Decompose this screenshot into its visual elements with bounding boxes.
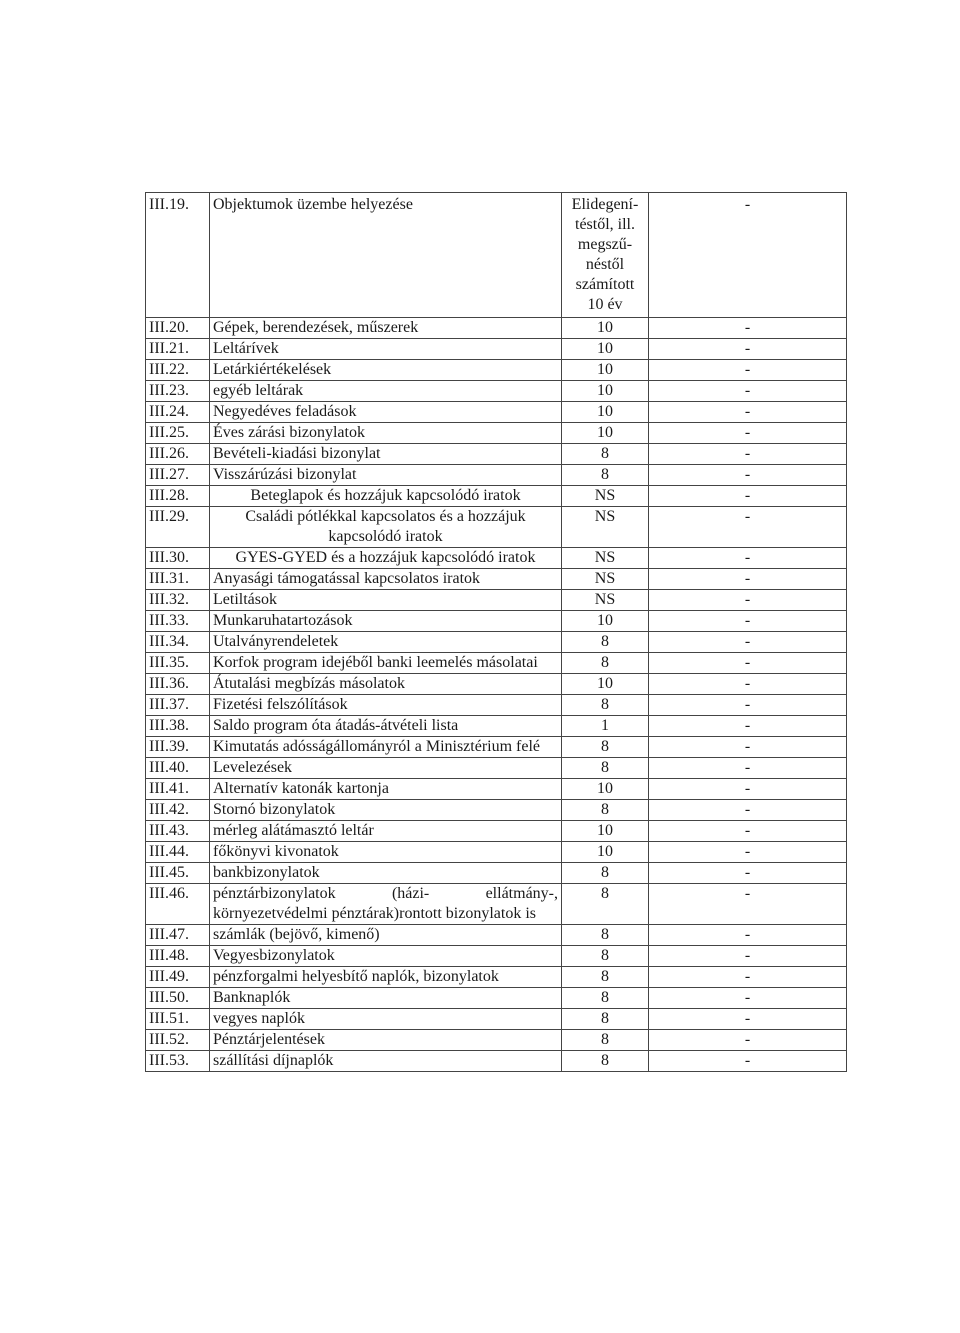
row-note: - — [649, 465, 847, 486]
row-document-type: Családi pótlékkal kapcsolatos és a hozzájuk kapcsolódó iratok — [210, 507, 562, 548]
table-row — [146, 444, 847, 465]
row-retention-period: 8 — [562, 653, 649, 674]
row-retention-period: 10 — [562, 423, 649, 444]
retention-schedule-table — [145, 192, 847, 1072]
row-document-type: Visszárúzási bizonylat — [210, 465, 562, 486]
table-row — [146, 381, 847, 402]
row-note: - — [649, 988, 847, 1009]
table-row — [146, 1030, 847, 1051]
row-code: III.31. — [146, 569, 210, 590]
row-retention-period: 10 — [562, 339, 649, 360]
row-document-type: Beteglapok és hozzájuk kapcsolódó iratok — [210, 486, 562, 507]
row-code: III.38. — [146, 716, 210, 737]
row-note: - — [649, 884, 847, 925]
row-retention-period: 8 — [562, 1051, 649, 1072]
table-row — [146, 423, 847, 444]
table-row — [146, 800, 847, 821]
row-note: - — [649, 946, 847, 967]
row-document-type: Levelezések — [210, 758, 562, 779]
row-code: III.32. — [146, 590, 210, 611]
row-retention-period: 8 — [562, 884, 649, 925]
row-code: III.47. — [146, 925, 210, 946]
table-row — [146, 193, 847, 318]
row-note: - — [649, 967, 847, 988]
row-note: - — [649, 758, 847, 779]
row-note: - — [649, 569, 847, 590]
row-document-type: Stornó bizonylatok — [210, 800, 562, 821]
row-document-type: bankbizonylatok — [210, 863, 562, 884]
row-document-type: Leltárívek — [210, 339, 562, 360]
row-note: - — [649, 444, 847, 465]
table-body — [146, 193, 847, 1072]
row-note: - — [649, 653, 847, 674]
row-code: III.27. — [146, 465, 210, 486]
row-retention-period: 8 — [562, 946, 649, 967]
table-row — [146, 842, 847, 863]
row-document-type: Fizetési felszólítások — [210, 695, 562, 716]
row-code: III.52. — [146, 1030, 210, 1051]
table-row — [146, 737, 847, 758]
row-document-type: Objektumok üzembe helyezése — [210, 193, 562, 318]
row-document-type: Átutalási megbízás másolatok — [210, 674, 562, 695]
row-retention-period: 8 — [562, 465, 649, 486]
row-note: - — [649, 381, 847, 402]
row-document-type: Munkaruhatartozások — [210, 611, 562, 632]
row-retention-period: 10 — [562, 779, 649, 800]
table-row — [146, 465, 847, 486]
row-code: III.39. — [146, 737, 210, 758]
table-row — [146, 486, 847, 507]
row-note: - — [649, 1051, 847, 1072]
row-retention-period: 8 — [562, 988, 649, 1009]
row-note: - — [649, 548, 847, 569]
row-note: - — [649, 590, 847, 611]
table-row — [146, 318, 847, 339]
row-document-type: pénztárbizonylatok (házi- ellátmány-, környezetvédelmi pénztárak)rontott bizonylatok is — [210, 884, 562, 925]
row-note: - — [649, 1009, 847, 1030]
row-note: - — [649, 737, 847, 758]
row-code: III.41. — [146, 779, 210, 800]
row-document-type: Negyedéves feladások — [210, 402, 562, 423]
row-document-type: Anyasági támogatással kapcsolatos iratok — [210, 569, 562, 590]
row-retention-period: 8 — [562, 1030, 649, 1051]
table-row — [146, 339, 847, 360]
row-retention-period: 8 — [562, 758, 649, 779]
row-retention-period: 10 — [562, 611, 649, 632]
row-note: - — [649, 611, 847, 632]
table-row — [146, 967, 847, 988]
row-code: III.23. — [146, 381, 210, 402]
table-row — [146, 674, 847, 695]
table-row — [146, 590, 847, 611]
row-retention-period: 10 — [562, 381, 649, 402]
row-document-type: Vegyesbizonylatok — [210, 946, 562, 967]
row-retention-period: 8 — [562, 444, 649, 465]
table-row — [146, 507, 847, 548]
row-retention-period: 8 — [562, 967, 649, 988]
row-note: - — [649, 486, 847, 507]
row-document-type: Pénztárjelentések — [210, 1030, 562, 1051]
row-code: III.46. — [146, 884, 210, 925]
row-document-type: főkönyvi kivonatok — [210, 842, 562, 863]
row-retention-period: 10 — [562, 842, 649, 863]
row-code: III.20. — [146, 318, 210, 339]
table-row — [146, 653, 847, 674]
row-code: III.53. — [146, 1051, 210, 1072]
row-retention-period: 8 — [562, 925, 649, 946]
row-note: - — [649, 423, 847, 444]
row-note: - — [649, 507, 847, 548]
table-row — [146, 360, 847, 381]
row-code: III.26. — [146, 444, 210, 465]
table-row — [146, 402, 847, 423]
row-retention-period: Elidegení- téstől, ill. megszű- néstől számított 10 év — [562, 193, 649, 318]
row-document-type: egyéb leltárak — [210, 381, 562, 402]
row-note: - — [649, 925, 847, 946]
row-note: - — [649, 360, 847, 381]
row-retention-period: NS — [562, 507, 649, 548]
row-code: III.28. — [146, 486, 210, 507]
row-document-type: pénzforgalmi helyesbítő naplók, bizonylatok — [210, 967, 562, 988]
row-document-type: Saldo program óta átadás-átvételi lista — [210, 716, 562, 737]
row-note: - — [649, 863, 847, 884]
row-note: - — [649, 318, 847, 339]
row-code: III.36. — [146, 674, 210, 695]
row-note: - — [649, 800, 847, 821]
row-code: III.19. — [146, 193, 210, 318]
row-retention-period: 10 — [562, 674, 649, 695]
row-code: III.21. — [146, 339, 210, 360]
table-row — [146, 632, 847, 653]
table-row — [146, 884, 847, 925]
row-document-type: Korfok program idejéből banki leemelés másolatai — [210, 653, 562, 674]
row-document-type: Banknaplók — [210, 988, 562, 1009]
row-retention-period: 10 — [562, 318, 649, 339]
row-note: - — [649, 1030, 847, 1051]
row-retention-period: 8 — [562, 632, 649, 653]
row-retention-period: 8 — [562, 800, 649, 821]
table-row — [146, 758, 847, 779]
table-row — [146, 1051, 847, 1072]
row-retention-period: 8 — [562, 863, 649, 884]
row-note: - — [649, 632, 847, 653]
row-retention-period: 1 — [562, 716, 649, 737]
row-code: III.35. — [146, 653, 210, 674]
row-note: - — [649, 339, 847, 360]
table-row — [146, 988, 847, 1009]
row-note: - — [649, 193, 847, 318]
row-note: - — [649, 674, 847, 695]
row-document-type: Alternatív katonák kartonja — [210, 779, 562, 800]
row-note: - — [649, 821, 847, 842]
table-row — [146, 779, 847, 800]
table-row — [146, 821, 847, 842]
row-document-type: számlák (bejövő, kimenő) — [210, 925, 562, 946]
table-row — [146, 925, 847, 946]
row-retention-period: NS — [562, 548, 649, 569]
table-row — [146, 695, 847, 716]
row-retention-period: NS — [562, 486, 649, 507]
row-document-type: GYES-GYED és a hozzájuk kapcsolódó iratok — [210, 548, 562, 569]
row-note: - — [649, 716, 847, 737]
row-document-type: Bevételi-kiadási bizonylat — [210, 444, 562, 465]
row-code: III.45. — [146, 863, 210, 884]
table-row — [146, 946, 847, 967]
row-document-type: Éves zárási bizonylatok — [210, 423, 562, 444]
row-code: III.24. — [146, 402, 210, 423]
row-code: III.50. — [146, 988, 210, 1009]
row-document-type: mérleg alátámasztó leltár — [210, 821, 562, 842]
table-row — [146, 611, 847, 632]
table-row — [146, 716, 847, 737]
row-retention-period: 10 — [562, 402, 649, 423]
row-document-type: Utalványrendeletek — [210, 632, 562, 653]
row-note: - — [649, 695, 847, 716]
row-code: III.42. — [146, 800, 210, 821]
row-document-type: Letiltások — [210, 590, 562, 611]
row-retention-period: 8 — [562, 737, 649, 758]
row-note: - — [649, 842, 847, 863]
table-row — [146, 863, 847, 884]
row-code: III.43. — [146, 821, 210, 842]
row-code: III.51. — [146, 1009, 210, 1030]
row-code: III.22. — [146, 360, 210, 381]
table-row — [146, 569, 847, 590]
table-row — [146, 548, 847, 569]
row-code: III.30. — [146, 548, 210, 569]
row-retention-period: 8 — [562, 695, 649, 716]
row-code: III.40. — [146, 758, 210, 779]
row-retention-period: 10 — [562, 360, 649, 381]
table-row — [146, 1009, 847, 1030]
row-retention-period: NS — [562, 569, 649, 590]
row-document-type: Letárkiértékelések — [210, 360, 562, 381]
row-code: III.25. — [146, 423, 210, 444]
row-note: - — [649, 402, 847, 423]
row-document-type: Gépek, berendezések, műszerek — [210, 318, 562, 339]
row-code: III.44. — [146, 842, 210, 863]
row-document-type: vegyes naplók — [210, 1009, 562, 1030]
row-retention-period: NS — [562, 590, 649, 611]
row-code: III.49. — [146, 967, 210, 988]
row-code: III.33. — [146, 611, 210, 632]
row-retention-period: 10 — [562, 821, 649, 842]
row-code: III.48. — [146, 946, 210, 967]
row-document-type: szállítási díjnaplók — [210, 1051, 562, 1072]
row-document-type: Kimutatás adósságállományról a Minisztérium felé — [210, 737, 562, 758]
row-retention-period: 8 — [562, 1009, 649, 1030]
row-code: III.29. — [146, 507, 210, 548]
row-code: III.37. — [146, 695, 210, 716]
row-note: - — [649, 779, 847, 800]
row-code: III.34. — [146, 632, 210, 653]
